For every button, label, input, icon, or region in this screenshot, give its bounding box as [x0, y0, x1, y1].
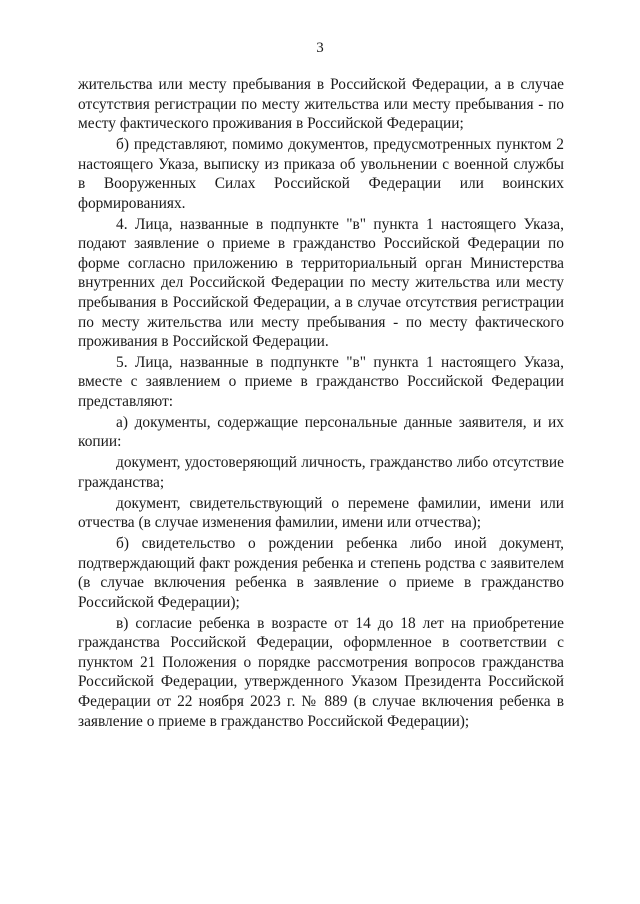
- paragraph-clause-4: 4. Лица, названные в подпункте "в" пункта 1 настоящего Указа, подают заявление о приеме в гражданство Российской Федерации по форме согласно приложению в территориальный орган Министерства внутренних дел Российской Федерации по месту жительства или месту пребывания в Российской Федерации, а в случае отсутствия регистрации по месту жительства или месту пребывания - по месту фактического проживания в Российской Федерации.: [78, 215, 564, 351]
- paragraph-continuation: жительства или месту пребывания в Российской Федерации, а в случае отсутствия регистрации по месту жительства или месту пребывания - по месту фактического проживания в Российской Федерации;: [78, 76, 564, 133]
- document-body: [78, 75, 564, 732]
- page-number: 3: [316, 40, 324, 56]
- paragraph-subitem-a: а) документы, содержащие персональные данные заявителя, и их копии:: [78, 413, 564, 451]
- paragraph-clause-5: 5. Лица, названные в подпункте "в" пункта 1 настоящего Указа, вместе с заявлением о приеме в гражданство Российской Федерации представляют:: [78, 353, 564, 411]
- paragraph-name-change-document: документ, свидетельствующий о перемене фамилии, имени или отчества (в случае изменения фамилии, имени или отчества);: [78, 494, 564, 532]
- paragraph-subitem-b-discharge: б) представляют, помимо документов, предусмотренных пунктом 2 настоящего Указа, выписку из приказа об увольнении с военной службы в Вооруженных Силах Российской Федерации или воинских формированиях.: [78, 135, 564, 212]
- paragraph-identity-document: документ, удостоверяющий личность, гражданство либо отсутствие гражданства;: [78, 454, 564, 491]
- paragraph-subitem-v-consent: в) согласие ребенка в возрасте от 14 до 18 лет на приобретение гражданства Российской Федерации, оформленное в соответствии с пунктом 21 Положения о порядке рассмотрения вопросов гражданства Российской Федерации, утвержденного Указом Президента Российской Федерации от 22 ноября 2023 г. № 889 (в случае включения ребенка в заявление о приеме в гражданство Российской Федерации);: [78, 614, 564, 730]
- paragraph-subitem-b-birth: б) свидетельство о рождении ребенка либо иной документ, подтверждающий факт рождения ребенка и степень родства с заявителем (в случае включения ребенка в заявление о приеме в гражданство Российской Федерации);: [78, 534, 564, 611]
